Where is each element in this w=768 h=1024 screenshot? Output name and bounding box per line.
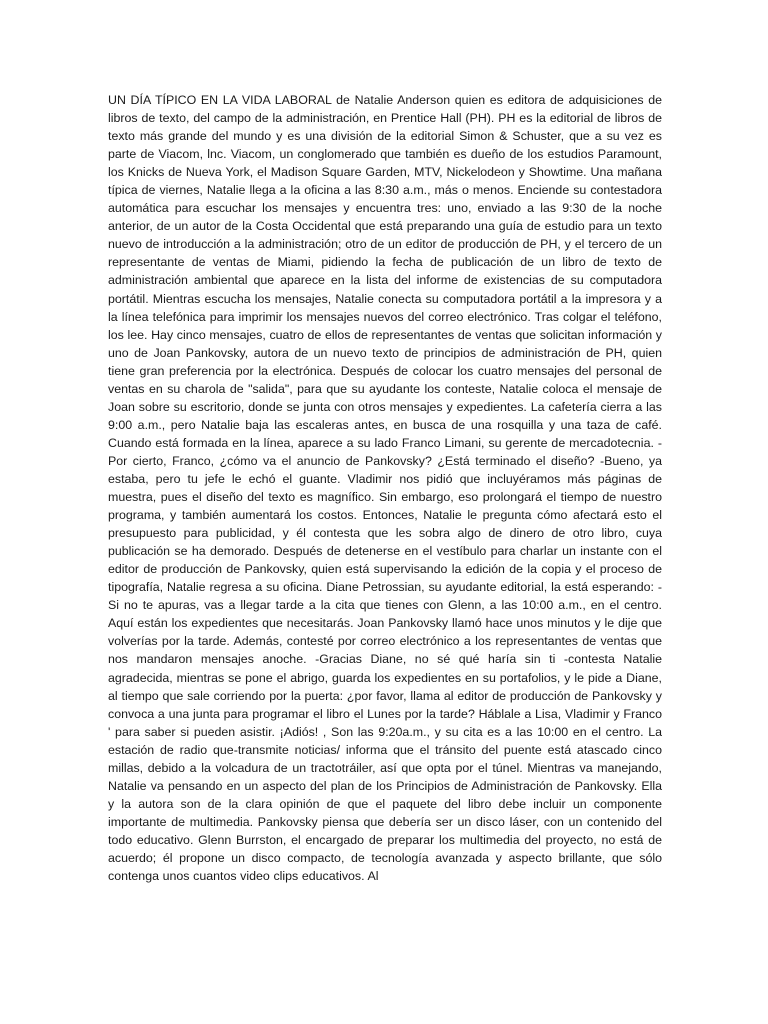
body-paragraph: UN DÍA TÍPICO EN LA VIDA LABORAL de Natalie Anderson quien es editora de adquisiciones de libros de texto, del campo de la administración, en Prentice Hall (PH). PH es la editorial de libros de texto más grande del mundo y es una división de la editorial Simon & Schuster, que a su vez es parte de Viacom, lnc. Viacom, un conglomerado que también es dueño de los estudios Paramount, los Knicks de Nueva York, el Madison Square Garden, MTV, Nickelodeon y Showtime. Una mañana típica de viernes, Natalie llega a la oficina a las 8:30 a.m., más o menos. Enciende su contestadora automática para escuchar los mensajes y encuentra tres: uno, enviado a las 9:30 de la noche anterior, de un autor de la Costa Occidental que está preparando una guía de estudio para un texto nuevo de introducción a la administración; otro de un editor de producción de PH, y el tercero de un representante de ventas de Miami, pidiendo la fecha de publicación de un libro de texto de administración ambiental que aparece en la lista del informe de existencias de su computadora portátil. Mientras escucha los mensajes, Natalie conecta su computadora portátil a la impresora y a la línea telefónica para imprimir los mensajes nuevos del correo electrónico. Tras colgar el teléfono, los lee. Hay cinco mensajes, cuatro de ellos de representantes de ventas que solicitan información y uno de Joan Pankovsky, autora de un nuevo texto de principios de administración de PH, quien tiene gran preferencia por la electrónica. Después de colocar los cuatro mensajes del personal de ventas en su charola de "salida", para que su ayudante los conteste, Natalie coloca el mensaje de Joan sobre su escritorio, donde se junta con otros mensajes y expedientes. La cafetería cierra a las 9:00 a.m., pero Natalie baja las escaleras antes, en busca de una rosquilla y una taza de café. Cuando está formada en la línea, aparece a su lado Franco Limani, su gerente de mercadotecnia. -Por cierto, Franco, ¿cómo va el anuncio de Pankovsky? ¿Está terminado el diseño? -Bueno, ya estaba, pero tu jefe le echó el guante. Vladimir nos pidió que incluyéramos más páginas de muestra, pues el diseño del texto es magnífico. Sin embargo, eso prolongará el tiempo de nuestro programa, y también aumentará los costos. Entonces, Natalie le pregunta cómo afectará esto el presupuesto para publicidad, y él contesta que les sobra algo de dinero de otro libro, cuya publicación se ha demorado. Después de detenerse en el vestíbulo para charlar un instante con el editor de producción de Pankovsky, quien está supervisando la edición de la copia y el proceso de tipografía, Natalie regresa a su oficina. Diane Petrossian, su ayudante editorial, la está esperando: -Si no te apuras, vas a llegar tarde a la cita que tienes con Glenn, a las 10:00 a.m., en el centro. Aquí están los expedientes que necesitarás. Joan Pankovsky llamó hace unos minutos y le dije que volverías por la tarde. Además, contesté por correo electrónico a los representantes de ventas que nos mandaron mensajes anoche. -Gracias Diane, no sé qué haría sin ti -contesta Natalie agradecida, mientras se pone el abrigo, guarda los expedientes en su portafolios, y le pide a Diane, al tiempo que sale corriendo por la puerta: ¿por favor, llama al editor de producción de Pankovsky y convoca a una junta para programar el libro el Lunes por la tarde? Háblale a Lisa, Vladimir y Franco ' para saber si pueden asistir. ¡Adiós! , Son las 9:20a.m., y su cita es a las 10:00 en el centro. La estación de radio que-transmite noticias/ informa que el tránsito del puente está atascado cinco millas, debido a la volcadura de un tractotráiler, así que opta por el túnel. Mientras va manejando, Natalie va pensando en un aspecto del plan de los Principios de Administración de Pankovsky. Ella y la autora son de la clara opinión de que el paquete del libro debe incluir un componente importante de multimedia. Pankovsky piensa que debería ser un disco láser, con un contenido del todo educativo. Glenn Burrston, el encargado de preparar los multimedia del proyecto, no está de acuerdo; él propone un disco compacto, de tecnología avanzada y aspecto brillante, que sólo contenga unos cuantos video clips educativos. Al	[108, 93, 662, 884]
